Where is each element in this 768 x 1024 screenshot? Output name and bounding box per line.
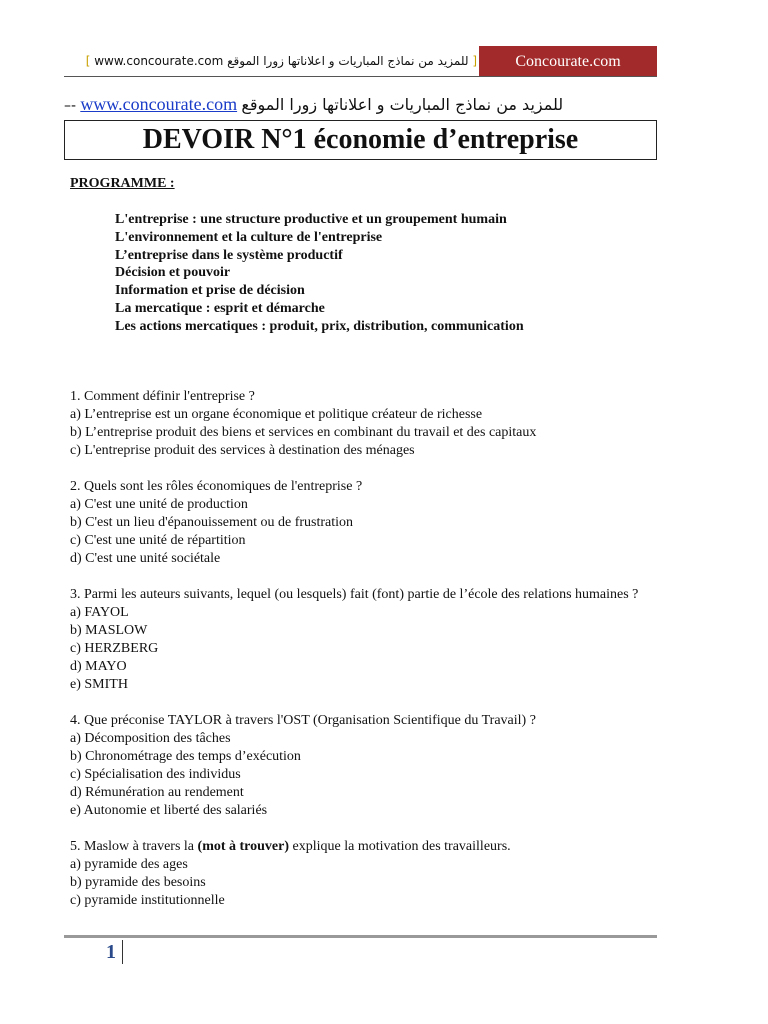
promo-arabic: للمزيد من نماذج المباريات و اعلاناتها زورا الموقع bbox=[241, 95, 564, 114]
header-bracket-close: ] bbox=[472, 54, 477, 68]
answer-option: b) L’entreprise produit des biens et services en combinant du travail et des capitaux bbox=[70, 425, 537, 440]
answer-option: b) MASLOW bbox=[70, 623, 148, 638]
question-text: 1. Comment définir l'entreprise ? bbox=[70, 389, 255, 404]
answer-option: c) L'entreprise produit des services à destination des ménages bbox=[70, 443, 415, 458]
answer-option: a) FAYOL bbox=[70, 605, 129, 620]
answer-option: c) Spécialisation des individus bbox=[70, 767, 241, 782]
answer-option: e) Autonomie et liberté des salariés bbox=[70, 803, 268, 818]
question-2 bbox=[70, 478, 648, 568]
promo-dash: –- bbox=[64, 98, 77, 114]
question-text-blank: (mot à trouver) bbox=[197, 839, 290, 854]
answer-option: e) SMITH bbox=[70, 677, 128, 692]
header-url: www.concourate.com bbox=[94, 54, 224, 68]
programme-item: L'environnement et la culture de l'entreprise bbox=[115, 229, 383, 245]
brand-label: Concourate.com bbox=[515, 52, 621, 70]
promo-line bbox=[64, 94, 657, 115]
answer-option: d) MAYO bbox=[70, 659, 127, 674]
programme-list bbox=[115, 211, 524, 336]
programme-item: Information et prise de décision bbox=[115, 283, 305, 299]
answer-option: a) Décomposition des tâches bbox=[70, 731, 231, 746]
answer-option: d) C'est une unité sociétale bbox=[70, 551, 221, 566]
answer-option: b) C'est un lieu d'épanouissement ou de frustration bbox=[70, 515, 354, 530]
header-divider bbox=[64, 76, 657, 77]
question-text bbox=[70, 838, 648, 856]
programme-item: L’entreprise dans le système productif bbox=[115, 247, 343, 263]
programme-item: Les actions mercatiques : produit, prix, distribution, communication bbox=[115, 318, 524, 334]
answer-option: d) Rémunération au rendement bbox=[70, 785, 244, 800]
question-text: 4. Que préconise TAYLOR à travers l'OST (Organisation Scientifique du Travail) ? bbox=[70, 713, 536, 728]
question-text: 2. Quels sont les rôles économiques de l'entreprise ? bbox=[70, 479, 363, 494]
header-bracket-open: [ bbox=[85, 54, 91, 68]
question-text-start: 5. Maslow à travers la bbox=[70, 839, 198, 854]
page-header bbox=[64, 46, 657, 77]
programme-item: Décision et pouvoir bbox=[115, 265, 231, 281]
questions-section bbox=[70, 388, 648, 928]
header-arabic: للمزيد من نماذج المباريات و اعلاناتها زورا الموقع bbox=[227, 54, 469, 68]
promo-link[interactable]: www.concourate.com bbox=[80, 94, 238, 114]
question-1 bbox=[70, 388, 648, 460]
answer-option: b) pyramide des besoins bbox=[70, 875, 206, 890]
answer-option: b) Chronométrage des temps d’exécution bbox=[70, 749, 301, 764]
header-promo-text bbox=[86, 54, 477, 68]
question-5 bbox=[70, 838, 648, 910]
question-text: 3. Parmi les auteurs suivants, lequel (ou lesquels) fait (font) partie de l’école des relations humaines ? bbox=[70, 587, 639, 602]
page-number: 1 bbox=[106, 940, 123, 964]
question-3 bbox=[70, 586, 648, 694]
footer-divider bbox=[64, 935, 657, 938]
answer-option: a) C'est une unité de production bbox=[70, 497, 248, 512]
answer-option: c) C'est une unité de répartition bbox=[70, 533, 246, 548]
document-title-box bbox=[64, 120, 657, 160]
programme-heading: PROGRAMME : bbox=[70, 176, 175, 191]
answer-option: c) pyramide institutionnelle bbox=[70, 893, 225, 908]
document-title: DEVOIR N°1 économie d’entreprise bbox=[142, 124, 579, 155]
answer-option: a) L’entreprise est un organe économique et politique créateur de richesse bbox=[70, 407, 483, 422]
question-text-end: explique la motivation des travailleurs. bbox=[289, 839, 511, 854]
answer-option: c) HERZBERG bbox=[70, 641, 159, 656]
brand-box bbox=[479, 46, 657, 77]
answer-option: a) pyramide des ages bbox=[70, 857, 188, 872]
programme-item: La mercatique : esprit et démarche bbox=[115, 300, 325, 316]
programme-item: L'entreprise : une structure productive et un groupement humain bbox=[115, 212, 507, 227]
question-4 bbox=[70, 712, 648, 820]
